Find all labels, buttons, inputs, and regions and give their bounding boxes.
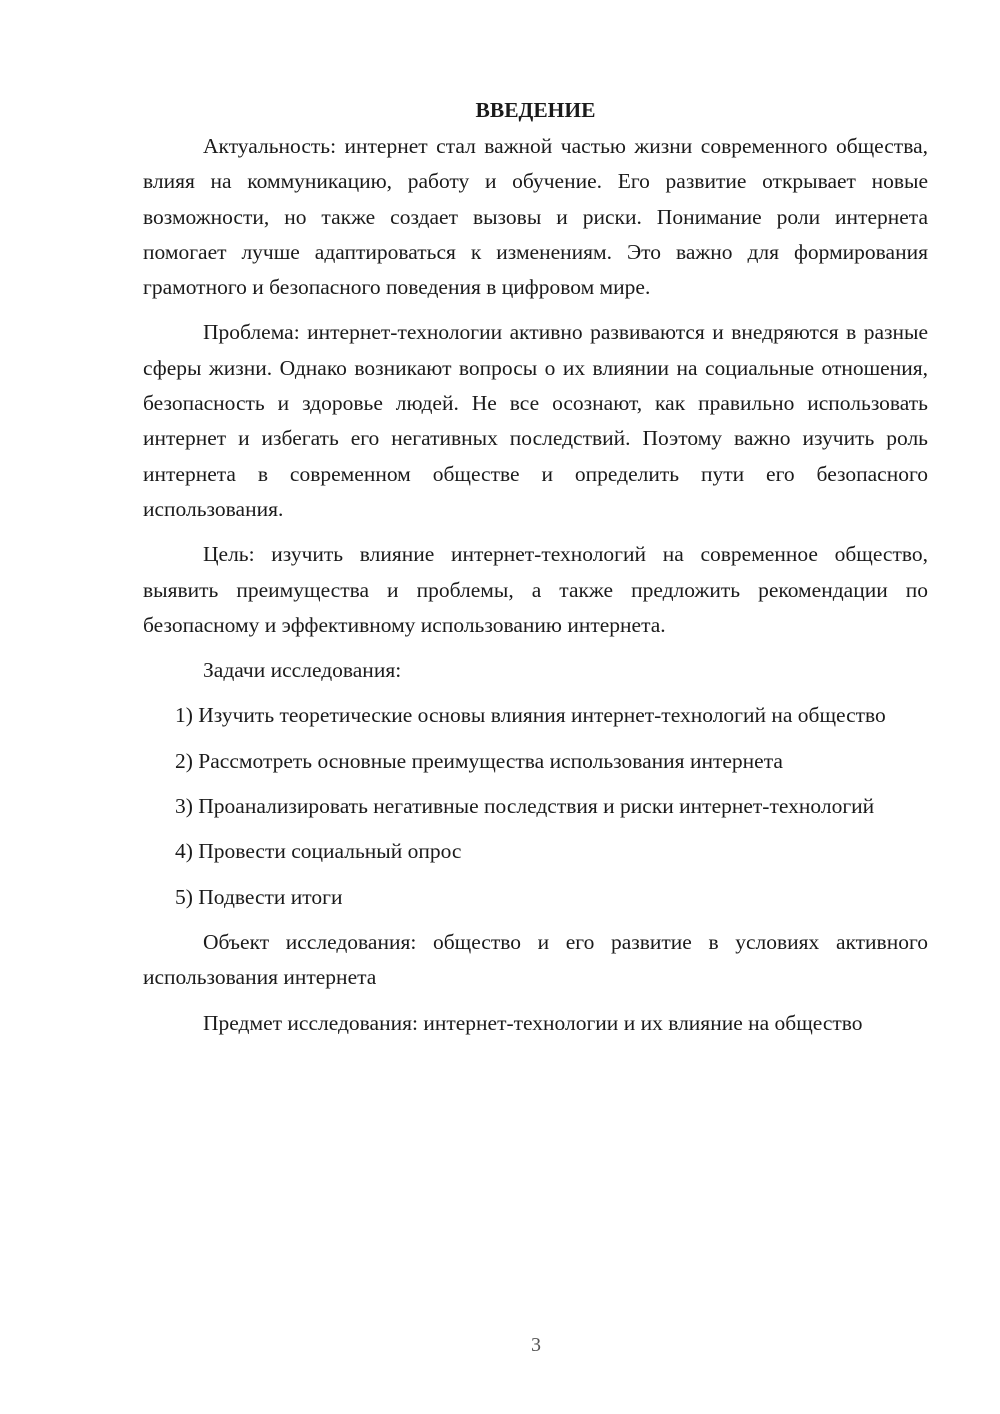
task-item-5: 5) Подвести итоги [175,884,343,909]
task-item-2: 2) Рассмотреть основные преимущества использования интернета [175,748,783,773]
task-item-3: 3) Проанализировать негативные последствия и риски интернет-технологий [175,794,875,819]
goal-paragraph: Цель: изучить влияние интернет-технологий на современное общество, выявить преимущества и проблемы, а также предложить рекомендации по безопасному и эффективному использованию интернета. [143,542,928,637]
relevance-paragraph: Актуальность: интернет стал важной частью жизни современного общества, влияя на коммуникацию, работу и обучение. Его развитие открывает новые возможности, но также создает вызовы и риски. Понимание роли интернета помогает лучше адаптироваться к изменениям. Это важно для формирования грамотного и безопасного поведения в цифровом мире. [143,134,928,300]
page-content [143,93,928,1051]
task-item-1: 1) Изучить теоретические основы влияния интернет-технологий на общество [175,703,886,728]
section-heading: ВВЕДЕНИЕ [475,98,596,122]
research-object-paragraph: Объект исследования: общество и его развитие в условиях активного использования интернета [143,929,928,990]
task-item-4: 4) Провести социальный опрос [175,839,462,864]
research-subject-paragraph: Предмет исследования: интернет-технологии и их влияние на общество [203,1010,863,1035]
tasks-title: Задачи исследования: [203,658,402,683]
problem-paragraph: Проблема: интернет-технологии активно развиваются и внедряются в разные сферы жизни. Однако возникают вопросы о их влиянии на социальные отношения, безопасность и здоровье людей. Не все осознают, как правильно использовать интернет и избегать его негативных последствий. Поэтому важно изучить роль интернета в современном обществе и определить пути его безопасного использования. [143,320,928,521]
page-number: 3 [531,1334,541,1356]
